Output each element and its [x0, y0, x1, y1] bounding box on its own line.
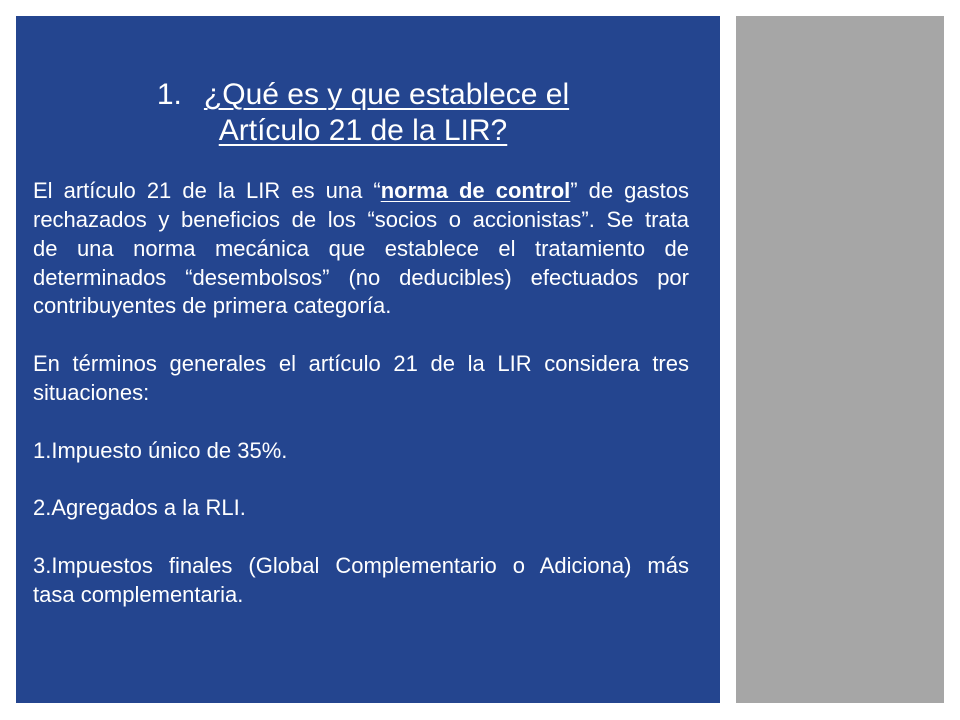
- situation-line: 3.Impuestos finales (Global Complementario o Adiciona) más: [33, 553, 689, 579]
- intro-line-tail: ” de gastos: [570, 178, 690, 203]
- situation-item-3: [33, 552, 689, 610]
- title-number: 1.: [156, 78, 182, 111]
- slide-title: [16, 77, 710, 149]
- title-line-1: [16, 77, 710, 113]
- intro-line: de una norma mecánica que establece el tratamiento de: [33, 235, 689, 261]
- title-text-line-1: ¿Qué es y que establece el: [203, 78, 570, 111]
- title-text-line-2: Artículo 21 de la LIR?: [218, 114, 508, 147]
- overview-line: situaciones:: [33, 380, 150, 406]
- intro-paragraph: [33, 177, 689, 321]
- situation-line: 2.Agregados a la RLI.: [33, 495, 246, 521]
- intro-line-lead: El artículo 21 de la LIR es una “: [33, 178, 381, 203]
- overview-line: En términos generales el artículo 21 de la LIR considera tres: [33, 351, 689, 377]
- content-panel: [16, 16, 720, 703]
- side-panel: [736, 16, 944, 703]
- intro-line: [33, 177, 689, 206]
- slide-body: [33, 177, 689, 610]
- intro-line: determinados “desembolsos” (no deducibles) efectuados por: [33, 264, 689, 290]
- intro-line: contribuyentes de primera categoría.: [33, 293, 392, 319]
- title-line-2: [16, 113, 710, 149]
- situation-line: tasa complementaria.: [33, 582, 244, 608]
- situation-item-2: [33, 494, 689, 523]
- situation-item-1: [33, 437, 689, 466]
- situation-line: 1.Impuesto único de 35%.: [33, 437, 288, 463]
- overview-paragraph: [33, 350, 689, 408]
- norma-de-control-emphasis: norma de control: [380, 178, 571, 203]
- intro-line: rechazados y beneficios de los “socios o accionistas”. Se trata: [33, 206, 689, 232]
